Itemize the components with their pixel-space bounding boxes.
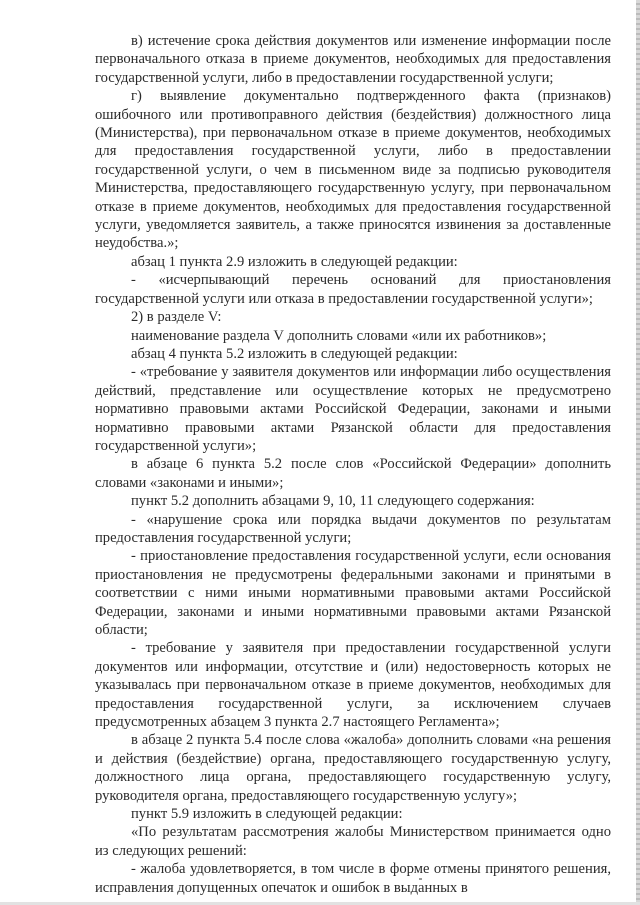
paragraph-5-2-abzac-6: в абзаце 6 пункта 5.2 после слов «Российской Федерации» дополнить словами «законами и иными»; (95, 456, 611, 491)
scan-speck (419, 878, 422, 880)
paragraph-item-g: г) выявление документально подтвержденного факта (признаков) ошибочного или противоправного действия (бездействия) должностного лица (Министерства), при первоначальном отказе в приеме документов, необходимых для предоставления государственной услуги, либо в предоставлении государственной услуги, о чем в письменном виде за подписью руководителя Министерства, предоставляющего государственную услугу, при первоначальном отказе в приеме документов, необходимых для предоставления государственной услуги, уведомляется заявитель, а также приносятся извинения за доставленные неудобства.»; (95, 88, 611, 252)
document-page (95, 32, 611, 897)
paragraph-abzac-10: - приостановление предоставления государственной услуги, если основания приостановления не предусмотрены федеральными законами и принятыми в соответствии с ними иными нормативными правовыми актами Российской Федерации, законами и иными нормативными правовыми актами Рязанской области; (95, 548, 611, 638)
paragraph-5-4: в абзаце 2 пункта 5.4 после слова «жалоба» дополнить словами «на решения и действия (бездействие) органа, предоставляющего государственную услугу, должностного лица органа, предоставляющего государственную услугу, руководителя органа, предоставляющего государственную услугу»; (95, 732, 611, 804)
paragraph-section-v-title: наименование раздела V дополнить словами «или их работников»; (131, 327, 547, 344)
paragraph-5-2-addition: пункт 5.2 дополнить абзацами 9, 10, 11 следующего содержания: (131, 493, 535, 510)
paragraph-2-9-intro: абзац 1 пункта 2.9 изложить в следующей редакции: (131, 253, 458, 270)
paragraph-abzac-9: - «нарушение срока или порядка выдачи документов по результатам предоставления государственной услуги; (95, 511, 611, 546)
paragraph-abzac-11: - требование у заявителя при предоставлении государственной услуги документов или информации, отсутствие и (или) недостоверность которых не указывалась при первоначальном отказе в приеме документов, необходимых для предоставления государственной услуги, за исключением случаев предусмотренных абзацем 3 пункта 2.7 настоящего Регламента»; (95, 640, 611, 731)
paragraph-5-2-intro: абзац 4 пункта 5.2 изложить в следующей редакции: (131, 345, 458, 362)
scan-edge-right (636, 0, 640, 905)
paragraph-5-9-text: «По результатам рассмотрения жалобы Министерством принимается одно из следующих решений: (95, 824, 611, 859)
paragraph-complaint-satisfied: - жалоба удовлетворяется, в том числе в форме отмены принятого решения, исправления допущенных опечаток и ошибок в выданных в (95, 861, 611, 896)
paragraph-section-v: 2) в разделе V: (131, 309, 222, 326)
paragraph-item-v: в) истечение срока действия документов или изменение информации после первоначального отказа в приеме документов, необходимых для предоставления государственной услуги, либо в предоставлении государственной услуги; (95, 33, 611, 86)
paragraph-2-9-text: - «исчерпывающий перечень оснований для приостановления государственной услуги или отказа в предоставлении государственной услуги»; (95, 272, 611, 307)
paragraph-5-9-intro: пункт 5.9 изложить в следующей редакции: (131, 806, 403, 823)
paragraph-5-2-text: - «требование у заявителя документов или информации либо осуществления действий, представление или осуществление которых не предусмотрено нормативно правовыми актами Российской Федерации, законами и иными нормативно правовыми актами Рязанской области для предоставления государственной услуги»; (95, 364, 611, 454)
